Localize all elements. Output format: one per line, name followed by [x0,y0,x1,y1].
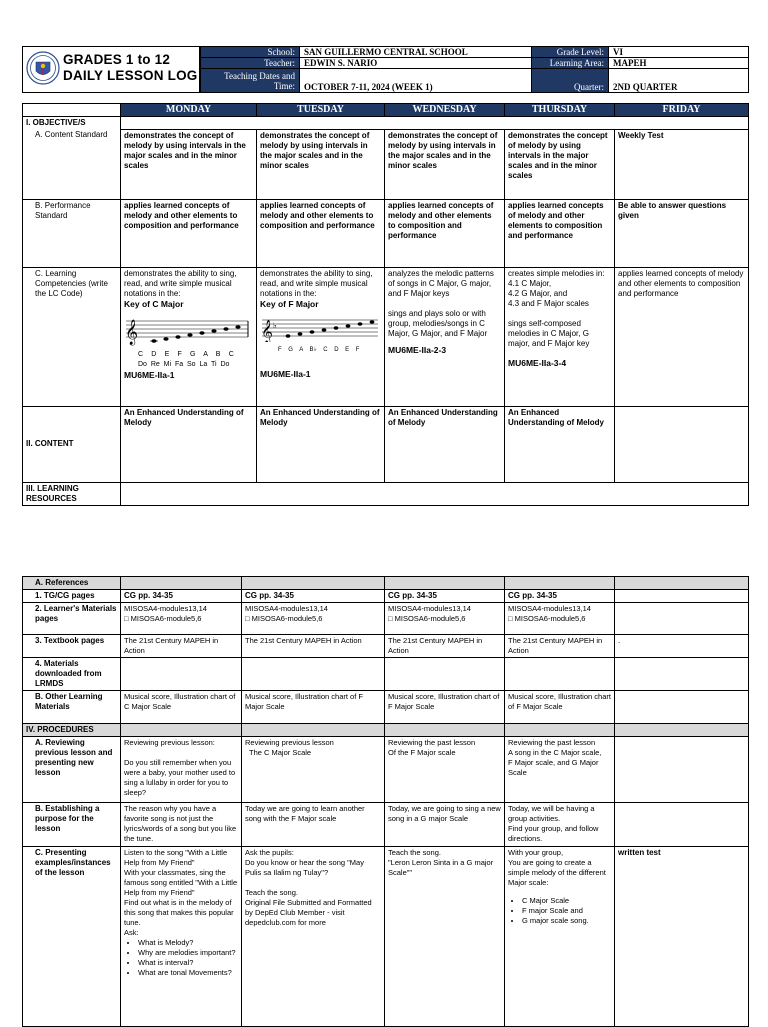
day-header-thursday: THURSDAY [505,104,615,117]
svg-text:𝄞: 𝄞 [125,319,139,345]
c-major-solfa: Do Re Mi Fa So La Ti Do [138,360,230,368]
competencies-thu-text5: sings self-composed melodies in C Major, G major, and F Major key [508,318,590,348]
performance-standard-thu: applies learned concepts of melody and other elements to composition and performance [505,199,615,267]
objectives-section-label: I. OBJECTIVE/S [23,117,121,130]
tg-cg-thu: CG pp. 34-35 [505,590,615,603]
list-item: • G major scale song. [522,916,611,926]
purpose-wed: Today, we are going to sing a new song in a G major Scale [385,803,505,847]
presenting-wed [385,847,505,1027]
competencies-wed-text2: sings and plays solo or with group, melodies/songs in C Major, G Major, and F Major [388,308,488,338]
reviewing-label: A. Reviewing previous lesson and presenting new lesson [23,737,121,803]
content-mon: An Enhanced Understanding of Melody [121,406,257,482]
presenting-thu-scales [508,896,611,926]
learners-materials-mon-line1: MISOSA4-modules13,14 [124,604,207,613]
grade-value: VI [609,47,749,58]
area-value: MAPEH [609,58,749,69]
presenting-tue [242,847,385,1027]
presenting-wed-line2: "Leron Leron Sinta in a G major Scale"" [388,858,494,877]
competencies-thu-code: MU6ME-IIa-3-4 [508,357,567,368]
header-title-line2: DAILY LESSON LOG [63,68,198,83]
presenting-tue-line4: Original File Submitted and Formatted by DepEd Club Member - visit depedclub.com for more [245,898,372,927]
competencies-mon-key: Key of C Major [124,298,184,309]
performance-standard-tue: applies learned concepts of melody and other elements to composition and performance [257,199,385,267]
learning-resources-label: III. LEARNING RESOURCES [23,482,121,505]
presenting-wed-line1: Teach the song. [388,848,441,857]
performance-standard-label: B. Performance Standard [23,199,121,267]
other-materials-tue: Musical score, Illustration chart of F Major Scale [242,691,385,724]
content-fri [615,406,749,482]
content-standard-mon: demonstrates the concept of melody by using intervals in the major scales and in the minor scales [121,129,257,199]
learners-materials-mon-line2: □ MISOSA6-module5,6 [124,614,202,623]
day-header-wednesday: WEDNESDAY [385,104,505,117]
other-materials-label: B. Other Learning Materials [23,691,121,724]
competencies-fri: applies learned concepts of melody and other elements to composition and performance [615,267,749,406]
learners-materials-wed [385,603,505,635]
presenting-mon-questions [124,938,238,978]
learners-materials-label: 2. Learner's Materials pages [23,603,121,635]
presenting-label: C. Presenting examples/instances of the lesson [23,847,121,1027]
purpose-thu-line1: Today, we will be having a group activities. [508,804,595,823]
learners-materials-mon [121,603,242,635]
reviewing-mon-line1: Reviewing previous lesson: [124,738,215,747]
grade-label: Grade Level: [532,47,609,58]
lesson-log-table-objectives [22,103,749,506]
school-value: SAN GUILLERMO CENTRAL SCHOOL [300,47,532,58]
competencies-mon-text: demonstrates the ability to sing, read, and write simple musical notations in the: [124,268,237,298]
reviewing-wed-line2: Of the F Major scale [388,748,456,757]
competencies-mon [121,267,257,406]
other-materials-wed: Musical score, Illustration chart of F Major Scale [385,691,505,724]
list-item: • What are tonal Movements? [138,968,238,978]
performance-standard-mon: applies learned concepts of melody and other elements to composition and performance [121,199,257,267]
competencies-thu [505,267,615,406]
competencies-wed-text1: analyzes the melodic patterns of songs in C Major, G major, and F Major keys [388,268,494,298]
reviewing-thu [505,737,615,803]
list-item: • C Major Scale [522,896,611,906]
learners-materials-wed-line2: □ MISOSA6-module5,6 [388,614,466,623]
content-tue: An Enhanced Understanding of Melody [257,406,385,482]
competencies-thu-text2: 4.1 C Major, [508,278,552,288]
dates-value: OCTOBER 7-11, 2024 (WEEK 1) [300,69,532,93]
quarter-value: 2ND QUARTER [609,69,749,93]
textbook-label: 3. Textbook pages [23,635,121,658]
learners-materials-thu [505,603,615,635]
learners-materials-tue-line1: MISOSA4-modules13,14 [245,604,328,613]
f-major-staff-icon [260,314,380,342]
learners-materials-tue [242,603,385,635]
competencies-thu-text4: 4.3 and F Major scales [508,298,589,308]
content-standard-thu: demonstrates the concept of melody by using intervals in the major scales and in the minor scales [505,129,615,199]
header-title-line1: GRADES 1 to 12 [63,52,171,67]
competencies-wed-code: MU6ME-IIa-2-3 [388,344,447,355]
reviewing-thu-line1: Reviewing the past lesson [508,738,596,747]
learners-materials-thu-line2: □ MISOSA6-module5,6 [508,614,586,623]
presenting-mon-line4: Ask: [124,928,139,937]
learners-materials-tue-line2: □ MISOSA6-module5,6 [245,614,323,623]
learners-materials-wed-line1: MISOSA4-modules13,14 [388,604,471,613]
teacher-value: EDWIN S. NARIO [300,58,532,69]
lesson-log-table-procedures [22,576,749,1027]
reviewing-tue [242,737,385,803]
procedures-section-label: IV. PROCEDURES [23,724,121,737]
f-major-note-names: F G A B♭ C D E F [278,346,360,353]
corner-cell [23,104,121,117]
presenting-thu-line1: With your group, [508,848,564,857]
list-item: • Why are melodies important? [138,948,238,958]
purpose-tue: Today we are going to learn another song with the F Major scale [242,803,385,847]
textbook-fri: . [615,635,749,658]
content-standard-label: A. Content Standard [23,129,121,199]
textbook-thu: The 21st Century MAPEH in Action [505,635,615,658]
list-item: • What is Melody? [138,938,238,948]
content-standard-fri: Weekly Test [615,129,749,199]
list-item: • What is interval? [138,958,238,968]
presenting-tue-line3: Teach the song. [245,888,298,897]
presenting-thu [505,847,615,1027]
performance-standard-wed: applies learned concepts of melody and other elements to composition and performance [385,199,505,267]
dates-label-line2: Time: [273,80,295,91]
content-section-label: II. CONTENT [23,406,121,482]
reviewing-mon [121,737,242,803]
presenting-tue-line2: Do you know or hear the song "May Pulis sa Ilalim ng Tulay"? [245,858,364,877]
svg-text:𝄞: 𝄞 [261,318,273,342]
tg-cg-mon: CG pp. 34-35 [121,590,242,603]
day-header-monday: MONDAY [121,104,257,117]
c-major-staff-icon [124,313,250,347]
content-standard-tue: demonstrates the concept of melody by using intervals in the major scales and in the minor scales [257,129,385,199]
school-label: School: [201,47,300,58]
competencies-thu-text3: 4.2 G Major, and [508,288,568,298]
purpose-label: B. Establishing a purpose for the lesson [23,803,121,847]
reviewing-wed-line1: Reviewing the past lesson [388,738,476,747]
day-header-friday: FRIDAY [615,104,749,117]
teacher-label: Teacher: [201,58,300,69]
presenting-tue-line1: Ask the pupils: [245,848,294,857]
tg-cg-tue: CG pp. 34-35 [242,590,385,603]
presenting-mon [121,847,242,1027]
area-label: Learning Area: [532,58,609,69]
competencies-tue-key: Key of F Major [260,298,319,309]
reviewing-mon-line2: Do you still remember when you were a baby, your mother used to sing a lullaby in order for you to sleep? [124,758,236,797]
other-materials-thu: Musical score, Illustration chart of F Major Scale [505,691,615,724]
purpose-thu-line2: Find your group, and follow directions. [508,824,599,843]
content-standard-wed: demonstrates the concept of melody by using intervals in the major scales and in the minor scales [385,129,505,199]
purpose-thu [505,803,615,847]
references-label: A. References [23,577,121,590]
presenting-mon-line1: Listen to the song "With a Little Help from My Friend" [124,848,228,867]
competencies-tue [257,267,385,406]
dates-label [201,69,300,93]
other-materials-mon: Musical score, Illustration chart of C Major Scale [121,691,242,724]
content-thu: An Enhanced Understanding of Melody [505,406,615,482]
dates-label-line1: Teaching Dates and [224,70,295,81]
quarter-label: Quarter: [532,69,609,93]
textbook-wed: The 21st Century MAPEH in Action [385,635,505,658]
purpose-mon: The reason why you have a favorite song is not just the lyrics/words of a song but you like the tune. [121,803,242,847]
content-wed: An Enhanced Understanding of Melody [385,406,505,482]
competencies-tue-code: MU6ME-IIa-1 [260,368,311,379]
c-major-note-names: C D E F G A B C [138,350,235,358]
presenting-fri: written test [615,847,749,1027]
learning-competencies-label: C. Learning Competencies (write the LC Code) [23,267,121,406]
presenting-mon-line3: Find out what is in the melody of this song that makes this popular tune. [124,898,234,927]
reviewing-thu-line2: A song in the C Major scale, [508,748,602,757]
reviewing-tue-line2: The C Major Scale [249,748,312,757]
textbook-mon: The 21st Century MAPEH in Action [121,635,242,658]
presenting-thu-line2: You are going to create a simple melody of the different Major scale: [508,858,606,887]
day-header-tuesday: TUESDAY [257,104,385,117]
competencies-mon-code: MU6ME-IIa-1 [124,369,175,380]
textbook-tue: The 21st Century MAPEH in Action [242,635,385,658]
list-item: • F major Scale and [522,906,611,916]
reviewing-thu-line3: F Major scale, and G Major Scale [508,758,599,777]
learners-materials-thu-line1: MISOSA4-modules13,14 [508,604,591,613]
competencies-wed [385,267,505,406]
header-info-grid [200,46,749,93]
reviewing-wed [385,737,505,803]
lrmds-label: 4. Materials downloaded from LRMDS [23,658,121,691]
svg-text:♭: ♭ [273,320,277,330]
reviewing-tue-line1: Reviewing previous lesson [245,738,334,747]
presenting-mon-line2: With your classmates, sing the famous song entitled "With a Little Help from my Friend" [124,868,238,897]
deped-seal-icon [26,51,60,85]
tg-cg-label: 1. TG/CG pages [23,590,121,603]
tg-cg-wed: CG pp. 34-35 [385,590,505,603]
performance-standard-fri: Be able to answer questions given [615,199,749,267]
competencies-tue-text: demonstrates the ability to sing, read, and write simple musical notations in the: [260,268,373,298]
header-logo-cell [22,46,200,93]
competencies-thu-text1: creates simple melodies in: [508,268,605,278]
